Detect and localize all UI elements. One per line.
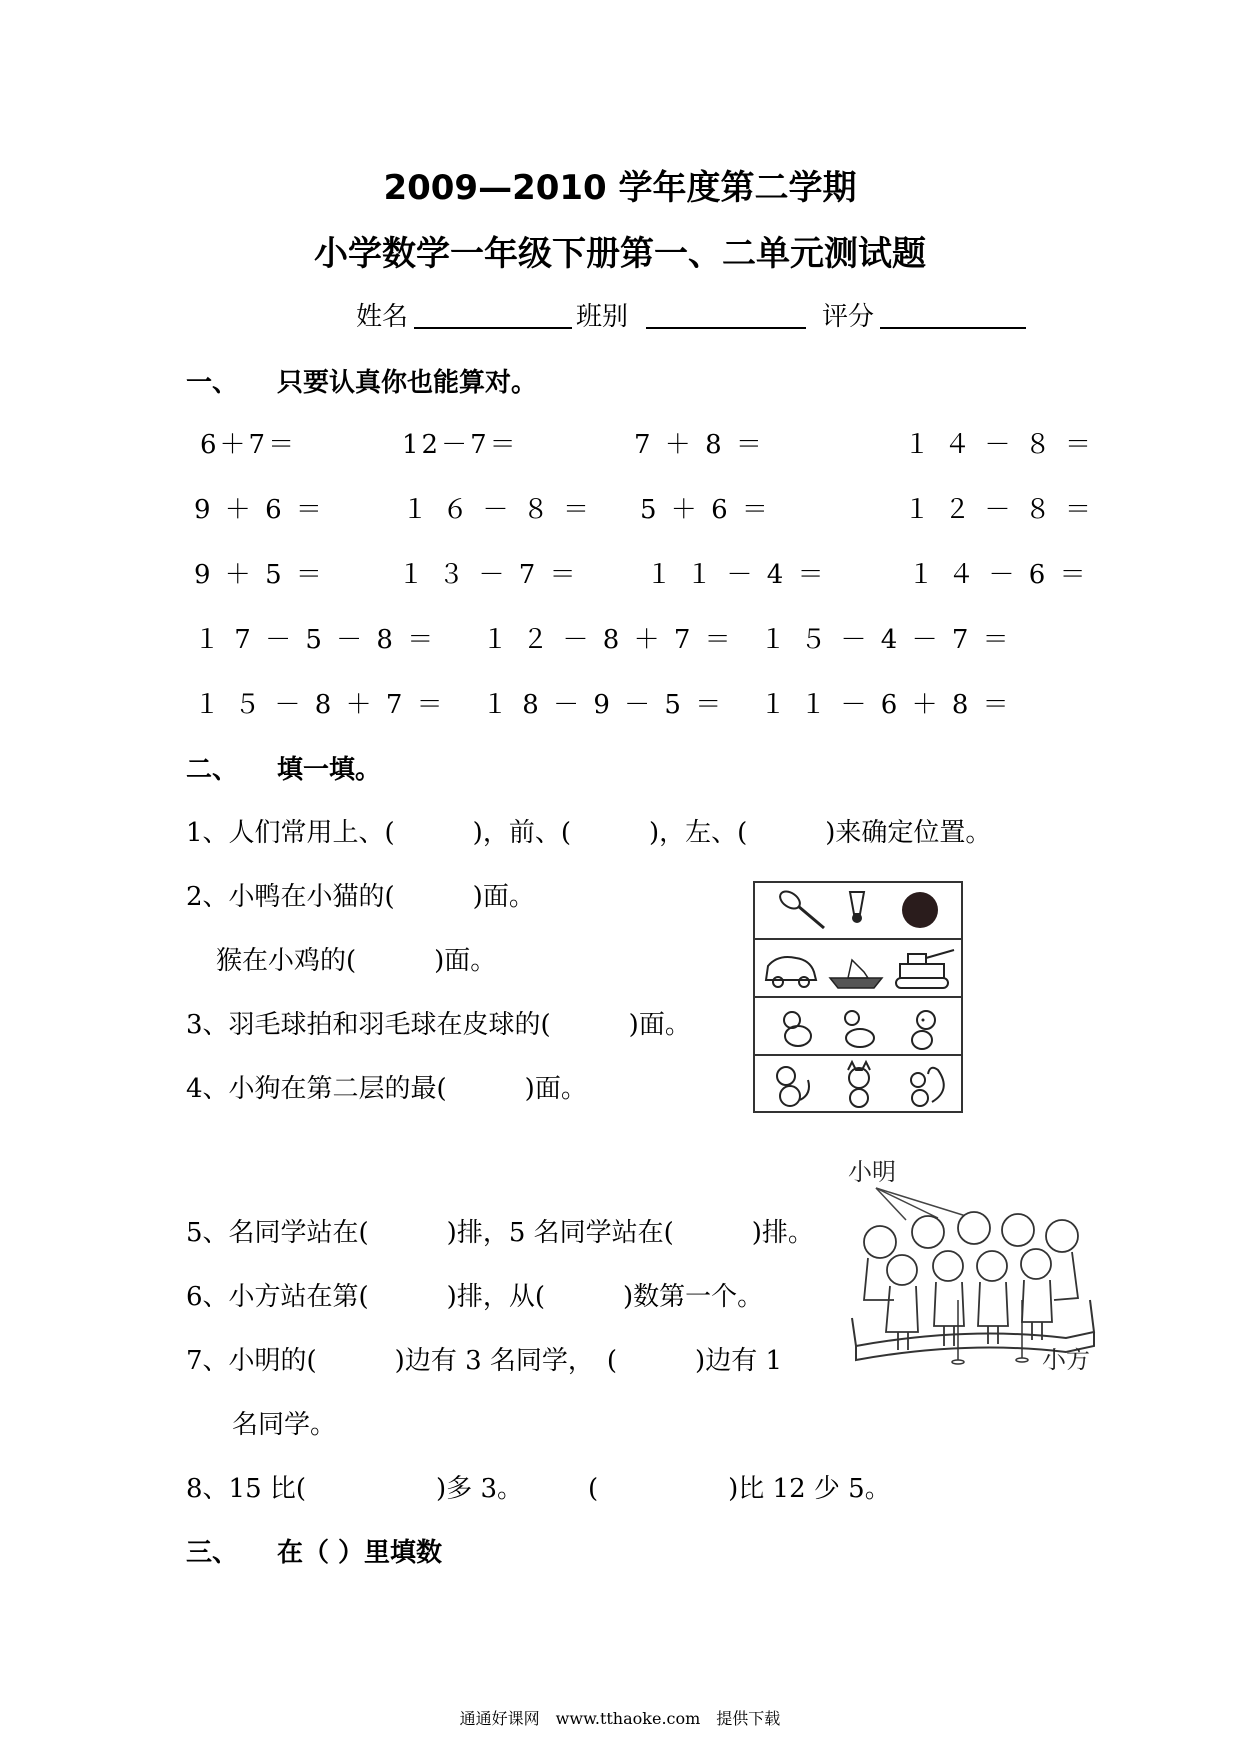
equation: １ ４ － 6 ＝ [908,560,1089,590]
equation: １ ２ － 8 ＋ 7 ＝ [482,625,734,655]
xiaoming-label: 小明 [848,1158,896,1186]
child-figure [887,1249,1051,1285]
xiaofang-label: 小方 [1042,1346,1090,1372]
page-title: 2009—2010 学年度第二学期 [383,168,857,208]
equation: １ ４ － ８ ＝ [904,430,1095,460]
section1-heading: 一、 只要认真你也能算对。 [186,368,538,398]
children-group-picture [846,1150,1112,1372]
score-label: 评分 [822,302,875,332]
equation: 6＋7＝ [200,430,298,460]
question-6: 6、小方站在第( )排，从( )数第一个。 [186,1282,764,1312]
question-3: 3、羽毛球拍和羽毛球在皮球的( )面。 [186,1010,691,1040]
equation: １ ５ － 8 ＋ 7 ＝ [194,690,446,720]
equation: 5 ＋ 6 ＝ [640,495,771,525]
section3-heading: 三、 在（ ）里填数 [186,1538,443,1568]
question-7: 7、小明的( )边有 3 名同学， ( )边有 1 [186,1346,782,1376]
question-5: 5、名同学站在( )排，5 名同学站在( )排。 [186,1218,814,1248]
equation: 9 ＋ 5 ＝ [194,560,325,590]
equation: １ 8 － 9 － 5 ＝ [482,690,725,720]
equation: １ １ － 6 ＋ 8 ＝ [760,690,1012,720]
class-label: 班别 [576,302,629,332]
question-2-part-b: 猴在小鸡的( )面。 [216,946,497,976]
page-subtitle: 小学数学一年级下册第一、二单元测试题 [314,234,926,274]
equation: 12－7＝ [402,430,519,460]
equation: １ 7 － 5 － 8 ＝ [194,625,437,655]
ball-icon [902,892,938,928]
equation: 7 ＋ 8 ＝ [634,430,765,460]
equation: １ ５ － 4 － 7 ＝ [760,625,1012,655]
section2-heading: 二、 填一填。 [186,755,382,785]
footer-credit: 通通好课网 www.tthaoke.com 提供下载 [459,1709,781,1728]
equation: １ １ － 4 ＝ [646,560,827,590]
question-8: 8、15 比( )多 3。 ( )比 12 少 5。 [186,1474,891,1504]
score-field[interactable] [880,327,1026,329]
shelf-grid-picture [752,880,964,1114]
question-2: 2、小鸭在小猫的( )面。 [186,882,535,912]
equation: １ ６ － ８ ＝ [402,495,593,525]
name-label: 姓名 [356,302,409,332]
child-figure [864,1212,1078,1258]
question-4: 4、小狗在第二层的最( )面。 [186,1074,587,1104]
question-7-part-b: 名同学。 [232,1410,337,1440]
equation: 9 ＋ 6 ＝ [194,495,325,525]
equation: １ ３ － 7 ＝ [398,560,579,590]
equation: １ ２ － ８ ＝ [904,495,1095,525]
name-field[interactable] [414,327,572,329]
class-field[interactable] [646,327,806,329]
question-1: 1、人们常用上、( )，前、( )，左、( )来确定位置。 [186,818,992,848]
